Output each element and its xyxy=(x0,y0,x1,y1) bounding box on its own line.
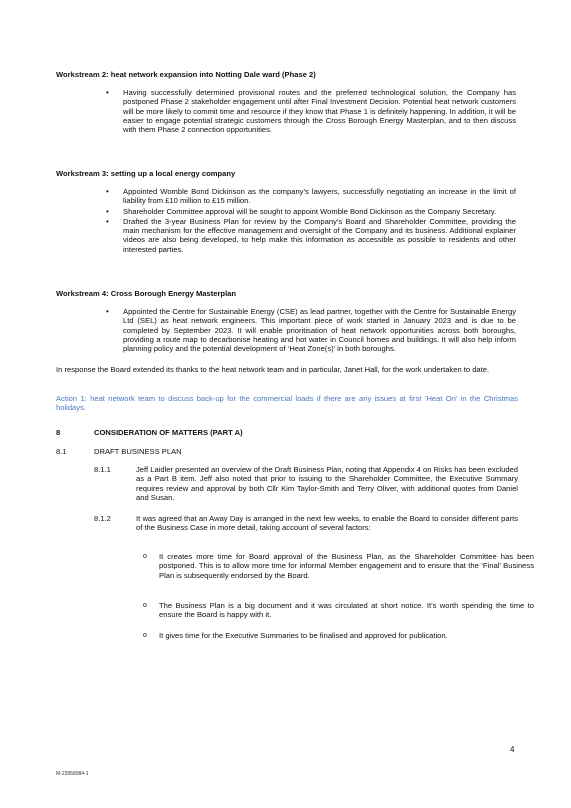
document-reference: M-23958084-1 xyxy=(56,771,89,777)
board-response-paragraph: In response the Board extended its thanks to the heat network team and in particular, Janet Hall, for the work undertaken to date. xyxy=(56,365,490,374)
workstream4-heading: Workstream 4: Cross Borough Energy Masterplan xyxy=(56,289,237,298)
list-item: • Appointed Womble Bond Dickinson as the company’s lawyers, successfully negotiating an increase in the limit of liability from £10 million to £15 million. xyxy=(106,187,516,206)
item-paragraph: It was agreed that an Away Day is arranged in the next few weeks, to enable the Board to consider different parts of the Business Case in more detail, taking account of several factors: xyxy=(136,514,518,533)
item-paragraph: Jeff Laidler presented an overview of the Draft Business Plan, noting that Appendix 4 on Risks has been excluded as a Part B item. Jeff also noted that prior to issuing to the Shareholder Committee, the Executive Summary requires review and approval by both Cllr Kim Taylor-Smith and Terry Oliver, with additional quotes from Daniel and Susan. xyxy=(136,465,518,502)
workstream3-heading: Workstream 3: setting up a local energy company xyxy=(56,169,236,178)
workstream2-bullets xyxy=(106,88,516,135)
section-title: CONSIDERATION OF MATTERS (PART A) xyxy=(94,428,243,437)
subsection-number: 8.1 xyxy=(56,447,67,456)
section-number: 8 xyxy=(56,428,61,437)
bullet-marker: o xyxy=(143,602,147,609)
list-item: • Drafted the 3-year Business Plan for review by the Company's Board and Shareholder Committee, providing the main mechanism for the effective management and oversight of the Company and its business. Additional explainer videos are also being developed, to help make this information as accessible as possible to residents and other interested parties. xyxy=(106,217,516,254)
workstream3-bullets xyxy=(106,187,516,255)
list-item: • Shareholder Committee approval will be sought to appoint Womble Bond Dickinson as the Company Secretary. xyxy=(106,207,516,216)
list-item: o It gives time for the Executive Summaries to be finalised and approved for publication. xyxy=(143,631,448,640)
bullet-marker: o xyxy=(143,553,147,560)
list-item: o The Business Plan is a big document and it was circulated at short notice. It’s worth spending the time to ensure the Board is happy with it. xyxy=(143,601,534,620)
page-number: 4 xyxy=(510,745,515,754)
list-item: • Having successfully determined provisional routes and the preferred technological solution, the Company has postponed Phase 2 stakeholder engagement until after Final Investment Decision. Potential heat network customers will be more likely to commit time and resource if they know that Phase 1 is definitely happening. In addition, it will be easier to engage potential strategic customers through the Cross Borough Energy Masterplan, and to then discuss with them Phase 2 connection opportunities. xyxy=(106,88,516,134)
list-item: • Appointed the Centre for Sustainable Energy (CSE) as lead partner, together with the Centre for Sustainable Energy Ltd (SEL) as heat network engineers. This important piece of work started in January 2023 and is due to be completed by September 2023. It will enable prioritisation of heat network opportunities across both boroughs, providing a route map to decarbonise heating and hot water in Council homes and buildings. It will also help inform planning policy and the potential development of ‘Heat Zone(s)’ in both boroughs. xyxy=(106,307,516,353)
action-item: Action 1: heat network team to discuss back-up for the commercial loads if there are any issues at first ‘Heat On’ in the Christmas holidays. xyxy=(56,394,518,413)
bullet-marker: o xyxy=(143,632,147,639)
workstream2-heading: Workstream 2: heat network expansion into Notting Dale ward (Phase 2) xyxy=(56,70,316,79)
list-item: o It creates more time for Board approval of the Business Plan, as the Shareholder Committee has been postponed. This is to allow more time for informal Member engagement and to ensure that the ‘Final’ Business Plan is subsequently endorsed by the Board. xyxy=(143,552,534,580)
item-number: 8.1.2 xyxy=(94,514,111,523)
workstream4-bullets xyxy=(106,307,516,354)
subsection-title: DRAFT BUSINESS PLAN xyxy=(94,447,182,456)
item-number: 8.1.1 xyxy=(94,465,111,474)
